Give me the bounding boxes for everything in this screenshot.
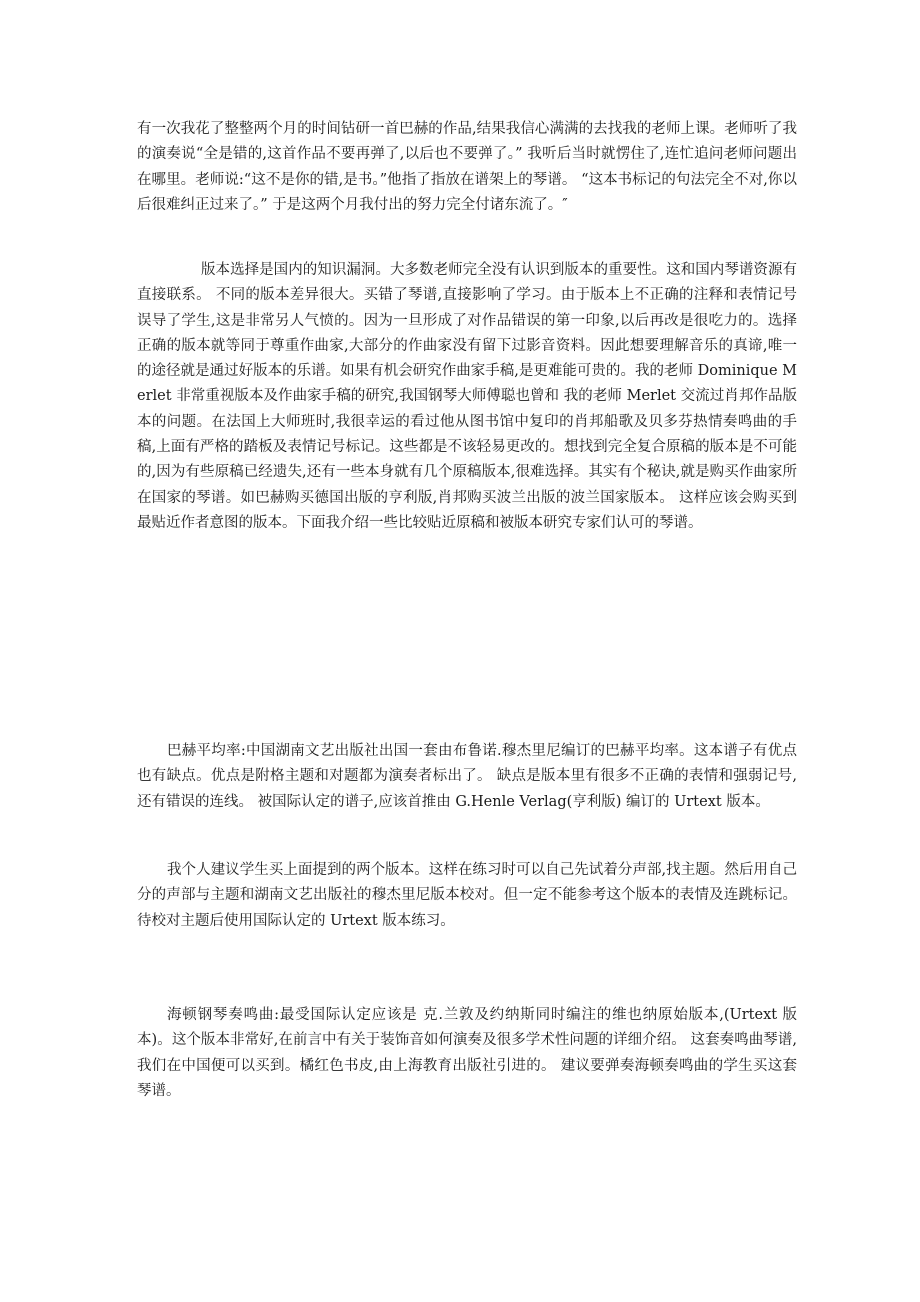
- paragraph-bach-well-tempered: 巴赫平均率:中国湖南文艺出版社出国一套由布鲁诺.穆杰里尼编订的巴赫平均率。这本谱子有优点也有缺点。优点是附格主题和对题都为演奏者标出了。 缺点是版本里有很多不正确的表情和强弱记号,还有错误的连线。 被国际认定的谱子,应该首推由 G.Henle Verlag(亨利版) 编订的 Urtext 版本。: [137, 743, 797, 810]
- paragraph-haydn-sonatas: 海顿钢琴奏鸣曲:最受国际认定应该是 克.兰敦及约纳斯同时编注的维也纳原始版本,(Urtext 版本)。这个版本非常好,在前言中有关于装饰音如何演奏及很多学术性问题的详细介绍。 这套奏鸣曲琴谱,我们在中国便可以买到。橘红色书皮,由上海教育出版社引进的。 建议要弹奏海顿奏鸣曲的学生买这套琴谱。: [137, 1007, 797, 1099]
- paragraph-edition-choice: 版本选择是国内的知识漏洞。大多数老师完全没有认识到版本的重要性。这和国内琴谱资源有直接联系。 不同的版本差异很大。买错了琴谱,直接影响了学习。由于版本上不正确的注释和表情记号误导了学生,这是非常另人气愤的。因为一旦形成了对作品错误的第一印象,以后再改是很吃力的。选择正确的版本就等同于尊重作曲家,大部分的作曲家没有留下过影音资料。因此想要理解音乐的真谛,唯一的途径就是通过好版本的乐谱。如果有机会研究作曲家手稿,是更难能可贵的。我的老师 Dominique Merlet 非常重视版本及作曲家手稿的研究,我国钢琴大师傅聪也曾和 我的老师 Merlet 交流过肖邦作品版本的问题。在法国上大师班时,我很幸运的看过他从图书馆中复印的肖邦船歌及贝多芬热情奏鸣曲的手稿,上面有严格的踏板及表情记号标记。这些都是不该轻易更改的。想找到完全复合原稿的版本是不可能的,因为有些原稿已经遗失,还有一些本身就有几个原稿版本,很难选择。其实有个秘诀,就是购买作曲家所在国家的琴谱。如巴赫购买德国出版的亨利版,肖邦购买波兰出版的波兰国家版本。 这样应该会购买到最贴近作者意图的版本。下面我介绍一些比较贴近原稿和被版本研究专家们认可的琴谱。: [137, 262, 797, 531]
- paragraph-bach-anecdote: 有一次我花了整整两个月的时间钻研一首巴赫的作品,结果我信心满满的去找我的老师上课。老师听了我的演奏说“全是错的,这首作品不要再弹了,以后也不要弹了。” 我听后当时就愣住了,连忙追问老师问题出在哪里。老师说:“这不是你的错,是书。”他指了指放在谱架上的琴谱。 “这本书标记的句法完全不对,你以后很难纠正过来了。” 于是这两个月我付出的努力完全付诸东流了。″: [137, 121, 797, 213]
- paragraph-recommendation: 我个人建议学生买上面提到的两个版本。这样在练习时可以自己先试着分声部,找主题。然后用自己分的声部与主题和湖南文艺出版社的穆杰里尼版本校对。但一定不能参考这个版本的表情及连跳标记。待校对主题后使用国际认定的 Urtext 版本练习。: [137, 862, 797, 929]
